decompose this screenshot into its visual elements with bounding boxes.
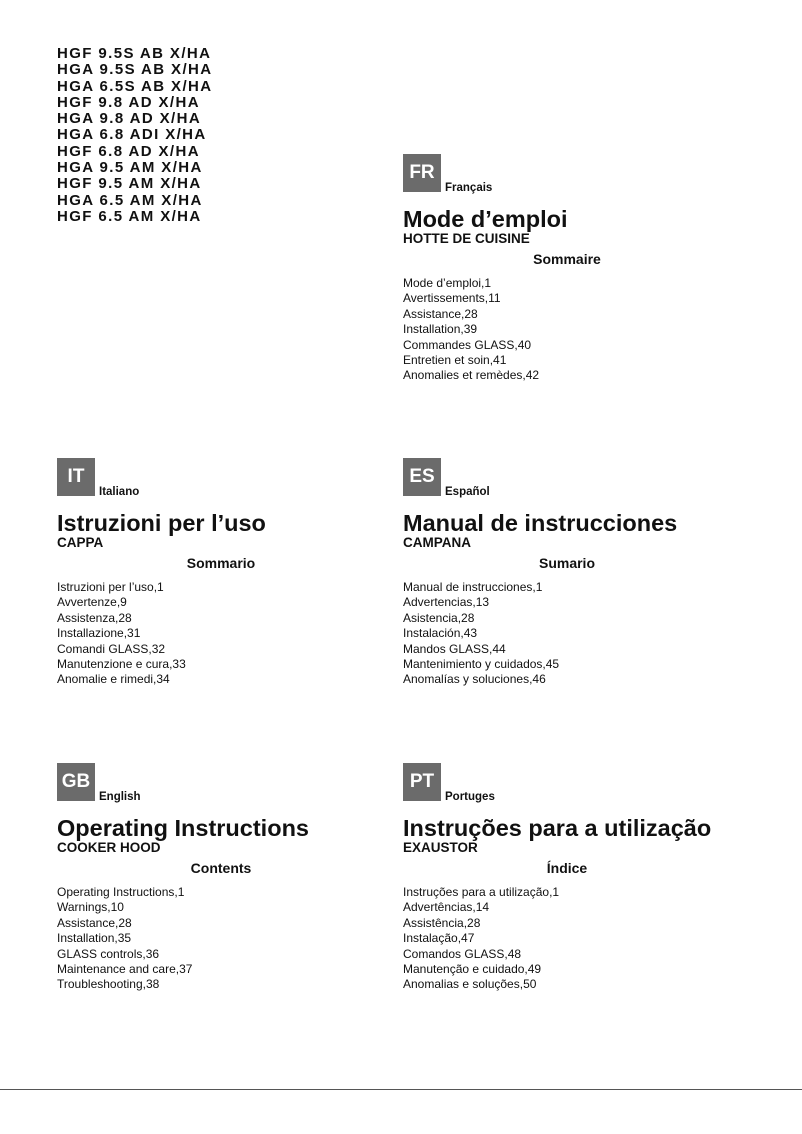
table-of-contents xyxy=(57,885,387,993)
product-name: COOKER HOOD xyxy=(57,840,161,855)
manual-title: Operating Instructions xyxy=(57,815,309,841)
table-of-contents xyxy=(403,580,733,688)
section-portuguese xyxy=(403,763,733,993)
toc-entry: Mantenimiento y cuidados,45 xyxy=(403,657,560,672)
toc-entry: Comandos GLASS,48 xyxy=(403,946,522,961)
language-code-badge: GB xyxy=(57,763,95,801)
toc-entry: Entretien et soin,41 xyxy=(403,353,507,368)
model-code: HGA 6.5S AB X/HA xyxy=(57,77,213,95)
product-name: HOTTE DE CUISINE xyxy=(403,231,530,246)
model-code: HGA 9.5 AM X/HA xyxy=(57,159,203,177)
contents-heading: Índice xyxy=(546,860,588,876)
product-name: EXAUSTOR xyxy=(403,840,478,855)
language-header xyxy=(403,154,733,192)
model-code: HGA 6.5 AM X/HA xyxy=(57,191,203,209)
model-code: HGF 6.8 AD X/HA xyxy=(57,142,200,160)
model-code: HGA 6.8 ADI X/HA xyxy=(57,126,207,144)
manual-title: Istruzioni per l’uso xyxy=(57,510,266,536)
table-of-contents xyxy=(403,885,733,993)
toc-entry: Assistance,28 xyxy=(57,915,132,930)
language-code-badge: FR xyxy=(403,154,441,192)
model-list xyxy=(57,46,212,225)
toc-entry: Manual de instrucciones,1 xyxy=(403,580,543,594)
toc-entry: Installation,39 xyxy=(403,322,478,337)
bottom-divider xyxy=(0,1089,802,1090)
toc-entry: Assistência,28 xyxy=(403,915,481,930)
toc-entry: Operating Instructions,1 xyxy=(57,885,185,899)
manual-title: Mode d’emploi xyxy=(403,206,568,232)
toc-entry: Istruzioni per l’uso,1 xyxy=(57,580,164,594)
toc-entry: Assistenza,28 xyxy=(57,610,132,625)
contents-heading: Sumario xyxy=(538,555,595,571)
language-name: Français xyxy=(445,182,493,194)
model-code: HGF 9.5 AM X/HA xyxy=(57,175,202,193)
product-name: CAMPANA xyxy=(403,535,471,550)
toc-entry: Instalação,47 xyxy=(403,931,475,946)
section-italian xyxy=(57,458,387,688)
language-header xyxy=(403,763,733,801)
model-code: HGF 9.5S AB X/HA xyxy=(57,45,212,62)
toc-entry: Asistencia,28 xyxy=(403,610,475,625)
language-name: Portuges xyxy=(445,791,495,803)
section-english xyxy=(57,763,387,993)
language-name: Italiano xyxy=(99,486,140,498)
contents-heading: Contents xyxy=(190,860,252,876)
toc-entry: Installation,35 xyxy=(57,931,132,946)
model-code: HGF 6.5 AM X/HA xyxy=(57,207,202,225)
toc-entry: Mode d’emploi,1 xyxy=(403,276,492,290)
toc-entry: Instruções para a utilização,1 xyxy=(403,885,560,899)
language-code-badge: PT xyxy=(403,763,441,801)
model-code: HGF 9.8 AD X/HA xyxy=(57,93,200,111)
toc-entry: Instalación,43 xyxy=(403,626,478,641)
language-name: Español xyxy=(445,486,490,498)
toc-entry: Manutenção e cuidado,49 xyxy=(403,962,542,977)
language-header xyxy=(403,458,733,496)
manual-title: Manual de instrucciones xyxy=(403,510,678,536)
toc-entry: Maintenance and care,37 xyxy=(57,962,193,977)
toc-entry: Advertências,14 xyxy=(403,900,490,915)
language-name: English xyxy=(99,791,141,803)
language-code-badge: ES xyxy=(403,458,441,496)
toc-entry: Advertencias,13 xyxy=(403,595,490,610)
model-code: HGA 9.8 AD X/HA xyxy=(57,110,202,128)
language-code-badge: IT xyxy=(57,458,95,496)
toc-entry: Anomalías y soluciones,46 xyxy=(403,672,546,687)
toc-entry: Mandos GLASS,44 xyxy=(403,641,506,656)
section-french xyxy=(403,154,733,384)
toc-entry: Warnings,10 xyxy=(57,900,124,915)
toc-entry: Avvertenze,9 xyxy=(57,595,127,610)
toc-entry: Anomalias e soluções,50 xyxy=(403,977,537,992)
product-name: CAPPA xyxy=(57,535,104,550)
section-spanish xyxy=(403,458,733,688)
toc-entry: Anomalie e rimedi,34 xyxy=(57,672,170,687)
toc-entry: Comandi GLASS,32 xyxy=(57,641,166,656)
toc-entry: Installazione,31 xyxy=(57,626,141,641)
toc-entry: Anomalies et remèdes,42 xyxy=(403,368,540,383)
contents-heading: Sommario xyxy=(186,555,256,571)
model-code: HGA 9.5S AB X/HA xyxy=(57,61,213,79)
toc-entry: Manutenzione e cura,33 xyxy=(57,657,186,672)
language-header xyxy=(57,763,387,801)
toc-entry: GLASS controls,36 xyxy=(57,946,160,961)
language-header xyxy=(57,458,387,496)
toc-entry: Troubleshooting,38 xyxy=(57,977,160,992)
toc-entry: Commandes GLASS,40 xyxy=(403,337,532,352)
toc-entry: Avertissements,11 xyxy=(403,291,501,306)
table-of-contents xyxy=(403,276,733,384)
manual-title: Instruções para a utilização xyxy=(403,815,712,841)
toc-entry: Assistance,28 xyxy=(403,306,478,321)
table-of-contents xyxy=(57,580,387,688)
contents-heading: Sommaire xyxy=(533,251,601,267)
